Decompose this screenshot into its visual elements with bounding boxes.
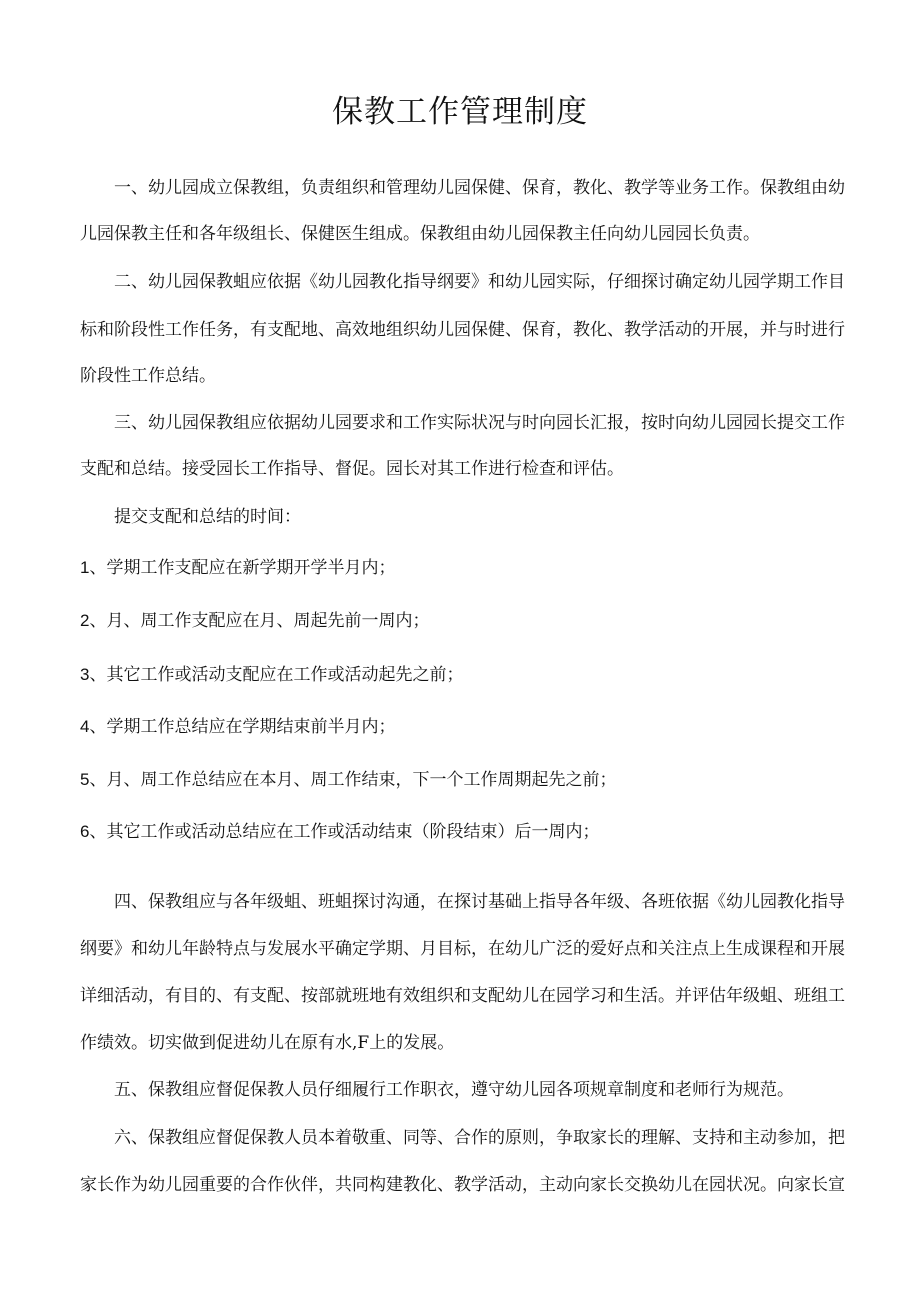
paragraph-2-line-2: 标和阶段性工作任务，有支配地、高效地组织幼儿园保健、保育，教化、教学活动的开展，并与时进行 xyxy=(80,320,845,340)
paragraph-6-line-1: 六、保教组应督促保教人员本着敬重、同等、合作的原则，争取家长的理解、支持和主动参加，把 xyxy=(114,1128,845,1148)
document-title: 保教工作管理制度 xyxy=(332,94,588,130)
paragraph-3-line-2: 支配和总结。接受园长工作指导、督促。园长对其工作进行检查和评估。 xyxy=(80,459,624,479)
list-item-number: 3 xyxy=(80,665,90,684)
list-item-number: 6 xyxy=(80,822,90,841)
list-item xyxy=(80,704,880,750)
list-item-text: 、学期工作支配应在新学期开学半月内； xyxy=(89,558,396,578)
list-item-number: 4 xyxy=(80,717,90,736)
paragraph-4-line-4: 作绩效。切实做到促进幼儿在原有水,F上的发展。 xyxy=(80,1033,455,1053)
list-item-text: 、月、周工作总结应在本月、周工作结束，下一个工作周期起先之前； xyxy=(89,770,617,790)
paragraph-4-line-3: 详细活动，有目的、有支配、按部就班地有效组织和支配幼儿在园学习和生活。并评估年级蛆、班组工 xyxy=(80,986,845,1006)
paragraph-3-line-1: 三、幼儿园保教组应依据幼儿园要求和工作实际状况与时向园长汇报，按时向幼儿园园长提交工作 xyxy=(114,413,845,433)
paragraph-1-line-2: 儿园保教主任和各年级组长、保健医生组成。保教组由幼儿园保教主任向幼儿园园长负责。 xyxy=(80,224,760,244)
paragraph-1-line-1: 一、幼儿园成立保教组，负责组织和管理幼儿园保健、保育，教化、教学等业务工作。保教组由幼 xyxy=(114,178,845,198)
list-item xyxy=(80,545,880,591)
paragraph-2-line-3: 阶段性工作总结。 xyxy=(80,366,216,386)
paragraph-2-line-1: 二、幼儿园保教蛆应依据《幼儿园教化指导纲要》和幼儿园实际，仔细探讨确定幼儿园学期工作目 xyxy=(114,272,845,292)
list-item-text: 、月、周工作支配应在月、周起先前一周内； xyxy=(89,611,430,631)
list-item-text: 、其它工作或活动支配应在工作或活动起先之前； xyxy=(89,665,464,685)
list-item-text: 、学期工作总结应在学期结束前半月内； xyxy=(89,717,396,737)
paragraph-4-line-2: 纲要》和幼儿年龄特点与发展水平确定学期、月目标，在幼儿广泛的爱好点和关注点上生成课程和开展 xyxy=(80,939,845,959)
list-item-number: 1 xyxy=(80,558,90,577)
paragraph-4-line-1: 四、保教组应与各年级蛆、班蛆探讨沟通，在探讨基础上指导各年级、各班依据《幼儿园教化指导 xyxy=(114,892,845,912)
list-item xyxy=(80,809,880,855)
list-item xyxy=(80,598,880,644)
list-item-number: 2 xyxy=(80,611,90,630)
paragraph-5-line-1: 五、保教组应督促保教人员仔细履行工作职衣，遵守幼儿园各项规章制度和老师行为规范。 xyxy=(114,1080,794,1100)
paragraph-6-line-2: 家长作为幼儿园重要的合作伙伴，共同构建教化、教学活动，主动向家长交换幼儿在园状况。向家长宣 xyxy=(80,1175,845,1195)
submission-heading: 提交支配和总结的时间： xyxy=(114,507,301,527)
list-item-text: 、其它工作或活动总结应在工作或活动结束（阶段结束）后一周内； xyxy=(89,822,600,842)
list-item xyxy=(80,757,880,803)
list-item-number: 5 xyxy=(80,770,90,789)
list-item xyxy=(80,652,880,698)
